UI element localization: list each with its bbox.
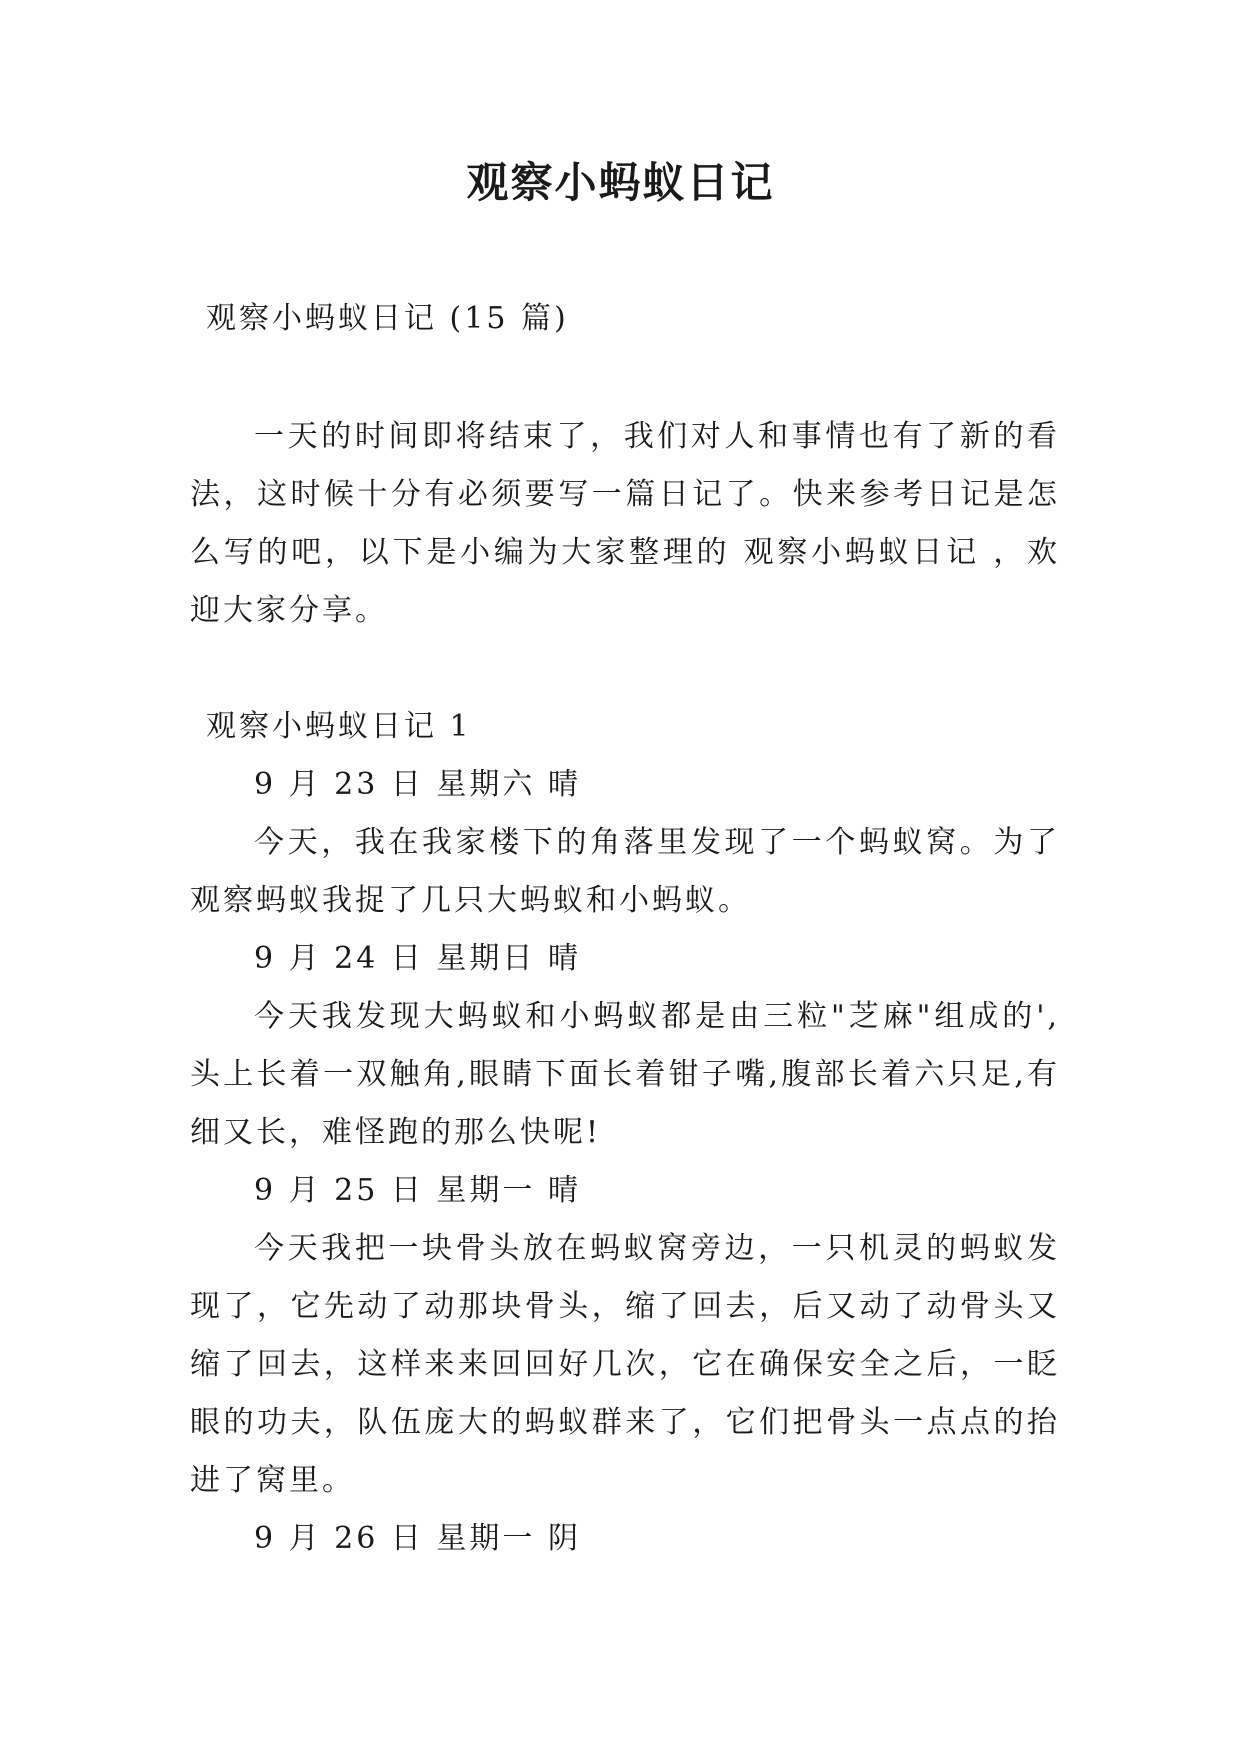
entry-text: 今天我发现大蚂蚁和小蚂蚁都是由三粒"芝麻"组成的',头上长着一双触角,眼睛下面长着钳子嘴,腹部长着六只足,有细又长，难怪跑的那么快呢!: [190, 999, 1060, 1150]
diary-entry: [190, 1510, 1060, 1568]
document-body: [190, 290, 1060, 1568]
document-subtitle: 观察小蚂蚁日记 (15 篇): [206, 301, 569, 336]
diary-entry: [190, 930, 1060, 1162]
entry-date: 9 月 24 日 星期日 晴: [254, 941, 581, 976]
diary-entry: [190, 1162, 1060, 1510]
entry-date: 9 月 26 日 星期一 阴: [254, 1521, 581, 1556]
diary-entry: [190, 756, 1060, 930]
entry-date: 9 月 23 日 星期六 晴: [254, 767, 581, 802]
entry-date: 9 月 25 日 星期一 晴: [254, 1173, 581, 1208]
section-heading: 观察小蚂蚁日记 1: [206, 709, 472, 744]
intro-paragraph: 一天的时间即将结束了，我们对人和事情也有了新的看法，这时候十分有必须要写一篇日记了。快来参考日记是怎么写的吧，以下是小编为大家整理的 观察小蚂蚁日记 ，欢迎大家分享。: [190, 419, 1060, 628]
document-title: 观察小蚂蚁日记: [466, 158, 775, 207]
entry-text: 今天我把一块骨头放在蚂蚁窝旁边，一只机灵的蚂蚁发现了，它先动了动那块骨头，缩了回去，后又动了动骨头又缩了回去，这样来来回回好几次，它在确保安全之后，一眨眼的功夫，队伍庞大的蚂蚁群来了，它们把骨头一点点的抬进了窝里。: [190, 1231, 1060, 1498]
entry-text: 今天，我在我家楼下的角落里发现了一个蚂蚁窝。为了观察蚂蚁我捉了几只大蚂蚁和小蚂蚁。: [190, 825, 1060, 918]
